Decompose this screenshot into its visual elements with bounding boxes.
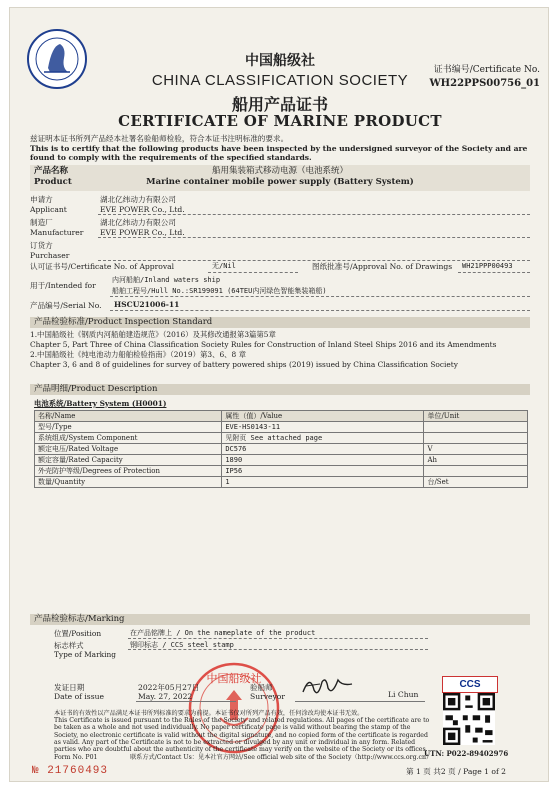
applicant-label-cn: 申请方 — [30, 195, 53, 204]
table-row — [35, 455, 528, 466]
footer-notes — [54, 710, 434, 753]
table-row — [35, 466, 528, 477]
table-row — [35, 433, 528, 444]
applicant-value-en: EVE POWER Co., Ltd. — [100, 205, 185, 214]
column-header-unit: 单位/Unit — [424, 411, 528, 422]
table-cell: DC576 — [222, 444, 424, 455]
table-cell: 见附页 See attached page — [222, 433, 424, 444]
product-label-cn: 产品名称 — [34, 166, 69, 176]
print-serial-number: № 21760493 — [32, 765, 109, 777]
approval-label: 认可证书号/Certificate No. of Approval — [30, 262, 175, 271]
product-label-en: Product — [34, 177, 72, 187]
qr-code-icon — [443, 693, 495, 745]
issue-date-label-en: Date of issue — [54, 692, 104, 701]
table-cell: 额定电压/Rated Voltage — [35, 444, 222, 455]
table-row — [35, 444, 528, 455]
table-cell — [424, 466, 528, 477]
serial-value: HSCU21006-11 — [114, 300, 180, 309]
certificate-number-label: 证书编号/Certificate No. — [433, 65, 540, 75]
manufacturer-value-cn: 湖北亿纬动力有限公司 — [100, 218, 176, 227]
society-title-en: CHINA CLASSIFICATION SOCIETY — [151, 72, 409, 89]
surveyor-label-en: Surveyor — [250, 692, 285, 701]
applicant-label-en: Applicant — [30, 205, 67, 214]
manufacturer-row — [30, 218, 530, 238]
seal-text: 中国船级社 — [206, 672, 262, 685]
approval-value: 无/Nil — [212, 262, 236, 270]
standard-line-1: 1.中国船级社《钢质内河船舶建造规范》（2016）及其修改通报第3篇第5章 — [30, 330, 276, 339]
notes-cn: 本证书的有效性以产品满足本证书所列标准的要求为前提。本证书仅对所列产品有效，任何涂改均使本证书无效。 — [54, 710, 364, 717]
column-header-name: 名称/Name — [35, 411, 222, 422]
drawings-value: WH21PPP00493 — [462, 262, 513, 270]
purchaser-label-en: Purchaser — [30, 251, 70, 260]
product-row — [30, 165, 530, 191]
manufacturer-label-cn: 制造厂 — [30, 218, 53, 227]
standard-line-3: 2.中国船级社《纯电池动力船舶检验指南》（2019）第3、6、8 章 — [30, 350, 246, 359]
utn-number: UTN: P022-89402976 — [424, 749, 509, 758]
table-cell: 台/Set — [424, 477, 528, 488]
description-section-header: 产品明细/Product Description — [30, 384, 530, 395]
intended-label: 用于/Intended for — [30, 281, 96, 290]
contact-info: 联系方式/Contact Us：见本社官方网站/See official web site of the Society（http://www.ccs.org.cn） — [130, 754, 433, 761]
table-cell: 数量/Quantity — [35, 477, 222, 488]
table-cell — [424, 422, 528, 433]
table-cell: Ah — [424, 455, 528, 466]
standard-section-header: 产品检验标准/Product Inspection Standard — [30, 317, 530, 328]
marking-type-label-en: Type of Marking — [54, 650, 116, 659]
certificate-number: WH22PPS00756_01 — [429, 78, 540, 89]
issue-date-en: May. 27, 2022 — [138, 692, 193, 701]
form-number: Form No. P01 — [54, 754, 98, 761]
product-spec-table — [34, 410, 528, 488]
serial-label: 产品编号/Serial No. — [30, 301, 102, 310]
surveyor-signature — [300, 672, 356, 700]
product-value-cn: 船用集装箱式移动电源（电池系统） — [211, 166, 348, 176]
product-value-en: Marine container mobile power supply (Battery System) — [146, 177, 414, 187]
applicant-row — [30, 195, 530, 215]
table-cell: 型号/Type — [35, 422, 222, 433]
intended-value: 内河船舶/Inland waters ship — [112, 276, 221, 284]
marking-position-value: 在产品铭牌上 / On the nameplate of the product — [130, 629, 316, 637]
table-cell: 系统组成/System Component — [35, 433, 222, 444]
intended-row — [30, 276, 530, 298]
serial-row — [30, 300, 530, 312]
table-row — [35, 477, 528, 488]
table-cell — [424, 433, 528, 444]
column-header-value: 属性（值）/Value — [222, 411, 424, 422]
marking-type-label-cn: 标志样式 — [54, 641, 84, 650]
standard-line-2: Chapter 5, Part Three of China Classification Society Rules for Construction of Inland Steel Ships 2016 and its Amendments — [30, 340, 497, 349]
hull-number: 船舶工程号/Hull No.:SR199091 (64TEU内河绿色智能集装箱船) — [112, 287, 327, 295]
purchaser-row — [30, 241, 530, 261]
certificate-title-en: CERTIFICATE OF MARINE PRODUCT — [118, 112, 442, 130]
manufacturer-label-en: Manufacturer — [30, 228, 84, 237]
issue-date-label-cn: 发证日期 — [54, 683, 85, 692]
table-cell: 额定容量/Rated Capacity — [35, 455, 222, 466]
table-cell: 1890 — [222, 455, 424, 466]
ccs-brand-logo: CCS — [442, 676, 498, 693]
certificate-page — [9, 7, 549, 782]
notes-en: This Certificate is issued pursuant to the Rules of the Society and related regulations. All pages of the certificate are to be taken as a whole and not used individually. No paper certificate page is valid without bearing the stamp of the Society, no electronic certificate is valid without the digital signature, and no copied form of the certificate is regarded as valid. Any part of the Certificate is not to be extracted or divulged by any unit or individual in any form. Related parties who are doubtful about the authenticity of the certificate may verify on the website of the Society or its offices. — [54, 717, 430, 754]
table-row — [35, 422, 528, 433]
table-header-row — [35, 411, 528, 422]
approval-row — [30, 262, 530, 274]
manufacturer-value-en: EVE POWER Co., Ltd. — [100, 228, 185, 237]
table-cell: EVE-HS0143-11 — [222, 422, 424, 433]
table-cell: IP56 — [222, 466, 424, 477]
marking-type-value: 钢印标志 / CCS steel stamp — [130, 641, 234, 649]
table-cell: V — [424, 444, 528, 455]
intro-statement — [30, 134, 530, 163]
intro-en: This is to certify that the following products have been inspected by the undersigned surveyor of the Society and are found to comply with the requirements of the specified standards. — [30, 143, 528, 162]
surveyor-name: Li Chun — [388, 690, 419, 699]
standard-line-4: Chapter 3, 6 and 8 of guidelines for survey of battery powered ships (2019) issued by China Classification Society — [30, 360, 458, 369]
standard-content — [30, 330, 530, 370]
drawings-label: 图纸批准号/Approval No. of Drawings — [312, 262, 453, 271]
surveyor-label-cn: 验船师 — [250, 683, 273, 692]
table-cell: 1 — [222, 477, 424, 488]
battery-system-label: 电池系统/Battery System (H0001) — [34, 399, 167, 408]
marking-section-header: 产品检验标志/Marking — [30, 614, 530, 625]
page-indicator: 第 1 页 共2 页 / Page 1 of 2 — [406, 767, 507, 776]
issue-date-cn: 2022年05月27日 — [138, 683, 200, 692]
table-cell: 外壳防护等级/Degrees of Protection — [35, 466, 222, 477]
applicant-value-cn: 湖北亿纬动力有限公司 — [100, 195, 176, 204]
society-title-cn: 中国船级社 — [245, 53, 315, 69]
certificate-title-cn: 船用产品证书 — [231, 95, 328, 114]
purchaser-label-cn: 订货方 — [30, 241, 53, 250]
marking-position-label: 位置/Position — [54, 629, 102, 638]
intro-cn: 兹证明本证书所列产品经本社署名验船师检验，符合本证书注明标准的要求。 — [30, 134, 289, 143]
